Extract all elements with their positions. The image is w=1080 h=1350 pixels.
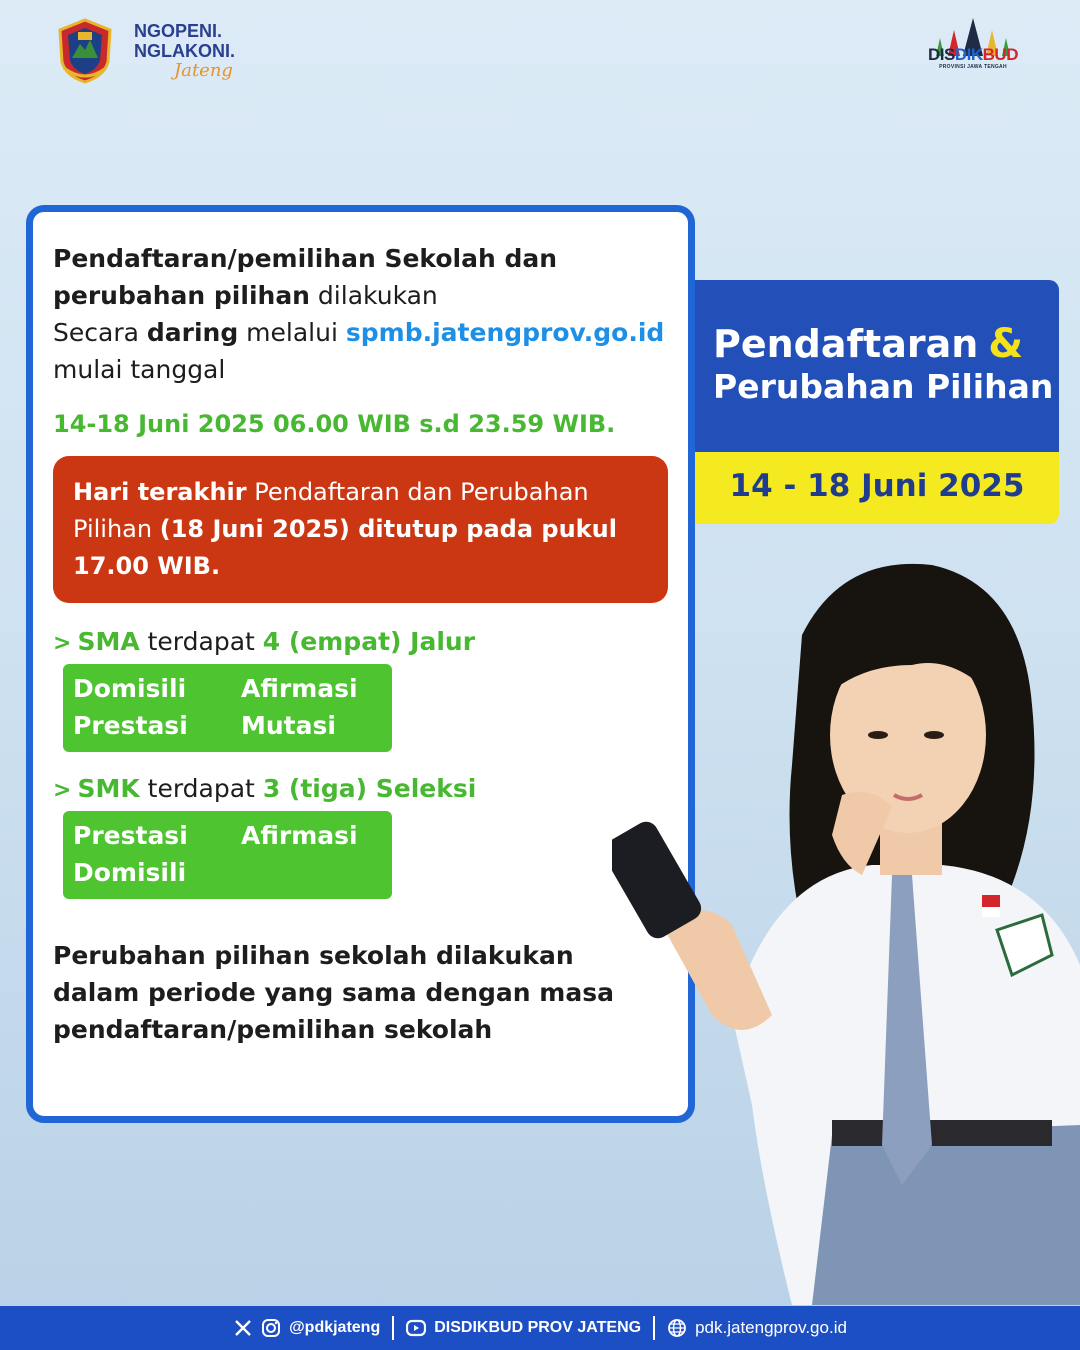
sma-count: 4 (empat) Jalur (262, 627, 476, 656)
youtube-icon[interactable] (406, 1318, 426, 1338)
smk-item: Afirmasi (241, 821, 358, 850)
website-group (667, 1318, 847, 1338)
youtube-channel[interactable]: DISDIKBUD PROV JATENG (434, 1319, 642, 1336)
slogan-line-1: NGOPENI. (134, 21, 223, 41)
wordmark-bud: BUD (982, 45, 1018, 64)
alert-text-1: Pendaftaran dan Perubahan Pilihan (73, 478, 589, 543)
title-line-1 (713, 322, 1059, 366)
intro-text-3: melalui (238, 318, 346, 347)
chevron-right-icon: > (53, 631, 72, 656)
header-logo-left (54, 18, 235, 84)
provincial-crest-icon (54, 18, 116, 84)
footer-bar (0, 1306, 1080, 1350)
slogan (134, 21, 235, 81)
social-handle[interactable]: @pdkjateng (289, 1319, 381, 1336)
intro-text-4: mulai tanggal (53, 355, 226, 384)
instagram-icon[interactable] (261, 1318, 281, 1338)
social-group (233, 1318, 380, 1338)
intro-text-2: Secara (53, 318, 147, 347)
smk-text: terdapat (139, 774, 263, 803)
student-photo-illustration (612, 545, 1080, 1305)
website-link[interactable]: pdk.jatengprov.go.id (695, 1318, 847, 1337)
divider (653, 1316, 655, 1340)
intro-bold-2: daring (146, 318, 239, 347)
sma-item: Domisili (73, 674, 187, 703)
smk-label: SMK (77, 774, 140, 803)
slogan-line-2: NGLAKONI. (134, 41, 235, 61)
alert-bold-2: (18 Juni 2025) ditutup pada pukul 17.00 WIB. (73, 515, 617, 580)
divider (392, 1316, 394, 1340)
x-twitter-icon[interactable] (233, 1318, 253, 1338)
wordmark-dik: DIK (954, 45, 983, 64)
spmb-link[interactable]: spmb.jatengprov.go.id (345, 318, 665, 347)
header-logo-right (918, 16, 1028, 78)
smk-item: Domisili (73, 858, 187, 887)
smk-track-title (53, 774, 668, 803)
chevron-right-icon: > (53, 778, 72, 803)
sma-track-box (63, 664, 392, 752)
title-date: 14 - 18 Juni 2025 (695, 452, 1059, 524)
sma-track-title (53, 627, 668, 656)
smk-item: Prestasi (73, 821, 188, 850)
intro-bold-1: Pendaftaran/pemilihan Sekolah dan perubahan pilihan (53, 244, 558, 310)
intro-paragraph (53, 240, 668, 388)
disdikbud-subtitle: PROVINSI JAWA TENGAH (939, 64, 1007, 70)
sma-label: SMA (77, 627, 140, 656)
globe-icon[interactable] (667, 1318, 687, 1338)
alert-bold-1: Hari terakhir (73, 478, 247, 506)
intro-text-1: dilakukan (309, 281, 438, 310)
deadline-alert (53, 456, 668, 603)
sma-item: Prestasi (73, 711, 188, 740)
title-word: Pendaftaran (713, 322, 979, 366)
ampersand: & (988, 321, 1024, 367)
title-line-2: Perubahan Pilihan (713, 367, 1054, 406)
smk-track-box (63, 811, 392, 899)
wordmark-dis: DIS (928, 45, 955, 64)
sma-item: Afirmasi (241, 674, 358, 703)
registration-date-line: 14-18 Juni 2025 06.00 WIB s.d 23.59 WIB. (53, 410, 616, 438)
closing-paragraph: Perubahan pilihan sekolah dilakukan dalam periode yang sama dengan masa pendaftaran/pemilihan sekolah (53, 941, 614, 1044)
sma-text: terdapat (139, 627, 263, 656)
smk-count: 3 (tiga) Seleksi (262, 774, 477, 803)
sma-item: Mutasi (241, 711, 336, 740)
info-card (26, 205, 695, 1123)
title-block (695, 280, 1059, 452)
disdikbud-wordmark (918, 46, 1028, 64)
youtube-group (406, 1318, 641, 1338)
slogan-script: Jateng (174, 60, 233, 81)
